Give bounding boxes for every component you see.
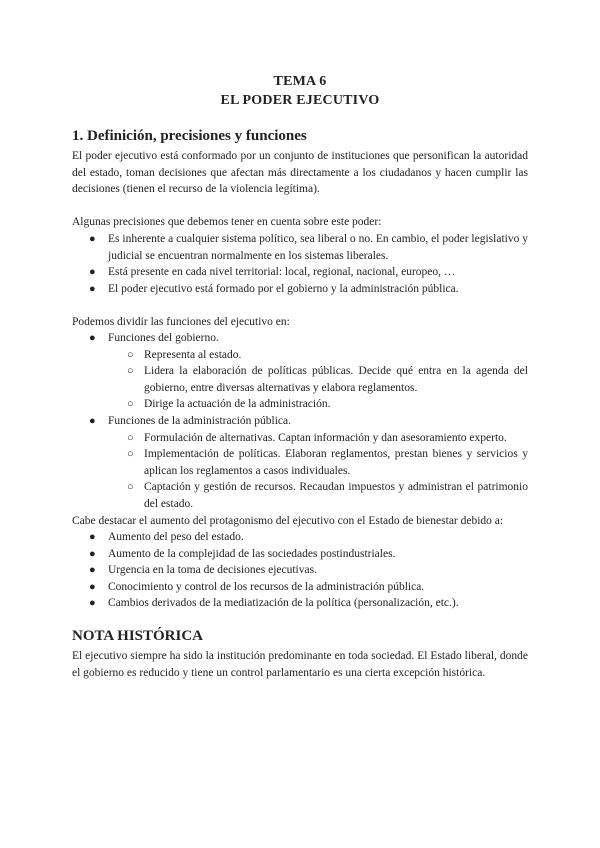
- list-item-text: El poder ejecutivo está formado por el gobierno y la administración pública.: [108, 282, 459, 295]
- note-heading: NOTA HISTÓRICA: [72, 628, 204, 644]
- sub-list-item: [72, 430, 528, 447]
- list-item-text: Urgencia en la toma de decisiones ejecutivas.: [108, 564, 317, 577]
- list-item-text: Es inherente a cualquier sistema político, sea liberal o no. En cambio, el poder legislativo y judicial se encuentran normalmente en los sistemas liberales.: [108, 233, 528, 262]
- list-item: [72, 562, 528, 579]
- sub-list-item: [72, 446, 528, 479]
- circle-bullet-icon: ○: [127, 431, 134, 444]
- list-item-government: [72, 330, 528, 347]
- circle-bullet-icon: ○: [127, 481, 134, 494]
- precisions-list: [72, 231, 528, 297]
- bullet-icon: ●: [89, 266, 96, 279]
- intro-paragraph: El poder ejecutivo está conformado por un conjunto de instituciones que personifican la autoridad del estado, toman decisiones que afectan más directamente a los ciudadanos y hacen cumplir las decisiones (tienen el recurso de la violencia legítima).: [72, 150, 528, 196]
- bullet-icon: ●: [89, 233, 96, 245]
- list-item-text: Funciones del gobierno.: [108, 332, 219, 344]
- sub-list-item: [72, 363, 528, 396]
- list-item-text: Funciones de la administración pública.: [108, 414, 291, 427]
- list-item: [72, 595, 528, 612]
- list-item: [72, 529, 528, 546]
- section-heading: 1. Definición, precisiones y funciones: [72, 128, 307, 144]
- bullet-icon: ●: [89, 580, 96, 593]
- note-paragraph: El ejecutivo siempre ha sido la institución predominante en toda sociedad. El Estado liberal, donde el gobierno es reducido y tiene un control parlamentario es una cierta excepción histórica.: [72, 650, 528, 679]
- list-item-text: Conocimiento y control de los recursos de la administración pública.: [108, 580, 425, 593]
- precisions-lead: Algunas precisiones que debemos tener en cuenta sobre este poder:: [72, 216, 382, 228]
- bullet-icon: ●: [89, 547, 96, 560]
- list-item-administration: [72, 413, 528, 430]
- document-title-line1: TEMA 6: [273, 74, 327, 89]
- sub-list-item-text: Formulación de alternativas. Captan información y dan asesoramiento experto.: [144, 431, 507, 444]
- sub-list-item-text: Captación y gestión de recursos. Recaudan impuestos y administran el patrimonio del estado.: [144, 481, 528, 510]
- list-item: [72, 264, 528, 281]
- list-item: [72, 281, 528, 298]
- circle-bullet-icon: ○: [127, 348, 134, 361]
- sub-list-item-text: Dirige la actuación de la administración.: [144, 398, 331, 411]
- functions-lead: Podemos dividir las funciones del ejecutivo en:: [72, 316, 290, 328]
- bullet-icon: ●: [89, 531, 96, 543]
- list-item-text: Aumento del peso del estado.: [108, 531, 244, 543]
- document-title-line2: EL PODER EJECUTIVO: [220, 93, 380, 108]
- circle-bullet-icon: ○: [127, 398, 134, 411]
- bullet-icon: ●: [89, 332, 96, 344]
- sub-list-item: [72, 396, 528, 413]
- bullet-icon: ●: [89, 414, 96, 427]
- sub-list-item-text: Implementación de políticas. Elaboran reglamentos, prestan bienes y servicios y aplican los reglamentos a casos individuales.: [144, 448, 528, 477]
- list-item-text: Aumento de la complejidad de las sociedades postindustriales.: [108, 547, 396, 560]
- list-item: [72, 546, 528, 563]
- welfare-lead: Cabe destacar el aumento del protagonismo del ejecutivo con el Estado de bienestar debido a:: [72, 515, 504, 527]
- sub-list-item-text: Representa al estado.: [144, 348, 242, 361]
- sub-list-item: [72, 347, 528, 364]
- bullet-icon: ●: [89, 564, 96, 577]
- functions-list: [72, 330, 528, 513]
- list-item: [72, 231, 528, 264]
- list-item-text: Cambios derivados de la mediatización de la política (personalización, etc.).: [108, 597, 459, 610]
- circle-bullet-icon: ○: [127, 365, 134, 378]
- list-item-text: Está presente en cada nivel territorial: local, regional, nacional, europeo, …: [108, 266, 456, 279]
- welfare-list: [72, 529, 528, 612]
- bullet-icon: ●: [89, 597, 96, 610]
- list-item: [72, 579, 528, 596]
- sub-list-item: [72, 479, 528, 512]
- circle-bullet-icon: ○: [127, 448, 134, 461]
- bullet-icon: ●: [89, 282, 96, 295]
- sub-list-item-text: Lidera la elaboración de políticas públicas. Decide qué entra en la agenda del gobierno, entre diversas alternativas y elabora reglamentos.: [144, 365, 528, 394]
